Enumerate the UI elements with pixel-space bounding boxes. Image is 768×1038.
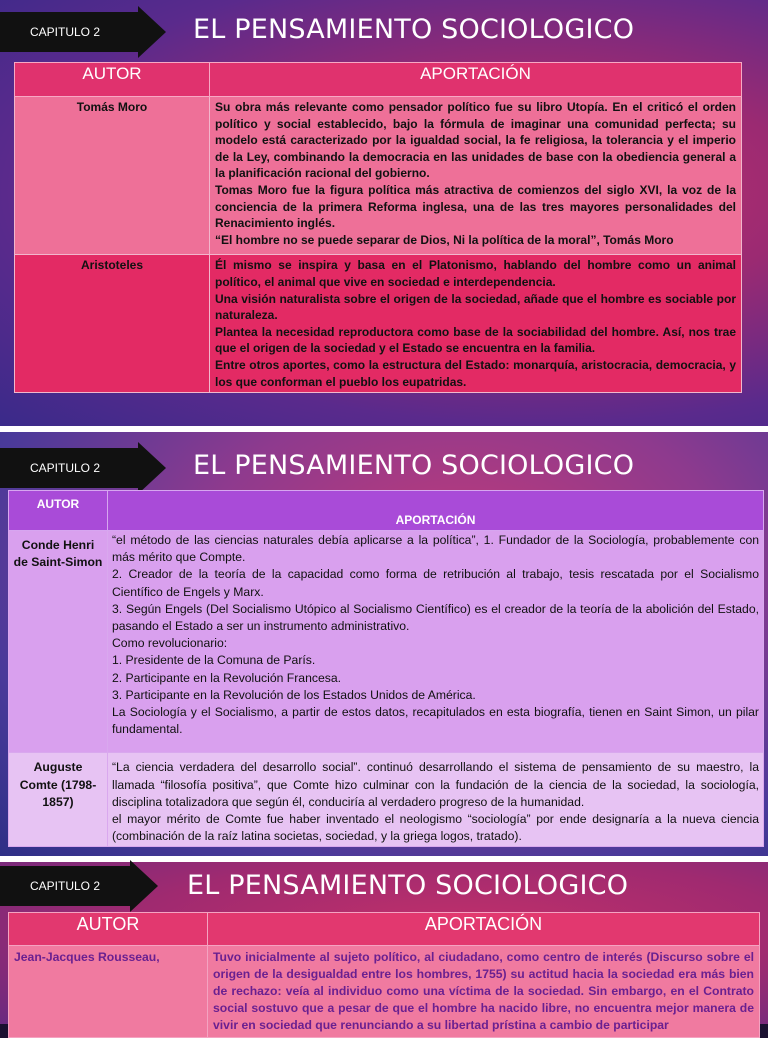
table-row bbox=[15, 255, 742, 393]
slide-title: EL PENSAMIENTO SOCIOLOGICO bbox=[193, 450, 635, 481]
author-cell: Jean-Jacques Rousseau, bbox=[9, 946, 208, 1038]
author-table bbox=[14, 62, 742, 393]
paragraph: 2. Participante en la Revolución Francesa. bbox=[112, 670, 341, 685]
chapter-banner bbox=[0, 866, 130, 906]
chapter-banner bbox=[0, 12, 138, 52]
paragraph: el mayor mérito de Comte fue haber inventado el neologismo “sociología” por ende designaría a la nueva ciencia (combinación de la raíz latina societas, sociedad, y la griega logos, tratado). bbox=[112, 812, 759, 844]
table-row bbox=[9, 946, 760, 1038]
paragraph: “El hombre no se puede separar de Dios, Ni la política de la moral”, Tomás Moro bbox=[215, 232, 674, 247]
author-table bbox=[8, 490, 764, 847]
column-header-contribution: APORTACIÓN bbox=[208, 913, 760, 946]
contribution-cell bbox=[210, 255, 742, 393]
contribution-cell bbox=[208, 946, 760, 1038]
slide-3 bbox=[0, 862, 768, 1032]
paragraph: Tuvo inicialmente al sujeto político, al ciudadano, como centro de interés (Discurso sobre el origen de la desigualdad entre los hombres, 1755) su actitud hacia la sociedad era más bien de rechazo: veía al individuo como una víctima de la sociedad. Sin embargo, en el Contrato social sostuvo que a pesar de que el hombre ha nacido libre, no encuentra mejor manera de vivir en sociedad que renunciando a su libertad prístina a cambio de participar bbox=[213, 950, 754, 1032]
paragraph: 2. Creador de la teoría de la capacidad como forma de retribución al trabajo, tesis rescatada por el Socialismo Científico de Engels y Marx. bbox=[112, 567, 759, 599]
author-cell: Auguste Comte (1798-1857) bbox=[9, 753, 108, 847]
paragraph: Su obra más relevante como pensador político fue su libro Utopía. En el criticó el orden político y social establecido, bajo la fórmula de imaginar una comunidad perfecta; su modelo está caracterizado por la igualdad social, la fe religiosa, la tolerancia y el imperio de la Ley, combinando la democracia en las unidades de base con la obediencia general a la planificación racional del gobierno. bbox=[215, 100, 736, 181]
table-row bbox=[9, 753, 764, 847]
table-row bbox=[9, 531, 764, 753]
paragraph: La Sociología y el Socialismo, a partir de estos datos, recapitulados en esta biografía, tienen en Saint Simon, un pilar fundamental. bbox=[112, 705, 759, 737]
column-header-contribution: APORTACIÓN bbox=[108, 491, 764, 531]
slide-title: EL PENSAMIENTO SOCIOLOGICO bbox=[187, 870, 629, 901]
slide-1 bbox=[0, 0, 768, 426]
column-header-author: AUTOR bbox=[15, 63, 210, 97]
table-row bbox=[15, 97, 742, 255]
slide-title: EL PENSAMIENTO SOCIOLOGICO bbox=[193, 14, 635, 45]
paragraph: Tomas Moro fue la figura política más atractiva de comienzos del siglo XVI, la voz de la conciencia de la primera Reforma inglesa, una de las tres mayores personalidades del Renacimiento inglés. bbox=[215, 182, 736, 231]
banner-arrow-icon bbox=[138, 6, 166, 58]
paragraph: 3. Participante en la Revolución de los Estados Unidos de América. bbox=[112, 687, 476, 702]
author-cell: Aristoteles bbox=[15, 255, 210, 393]
paragraph: Plantea la necesidad reproductora como base de la sociabilidad del hombre. Así, nos trae que el origen de la sociedad y el Estado se encuentra en la familia. bbox=[215, 324, 736, 356]
paragraph: “La ciencia verdadera del desarrollo social”. continuó desarrollando el sistema de pensamiento de su maestro, la llamada “filosofía positiva”, que Comte hizo culminar con la fundación de la ciencia de la sociedad, la sociología, disciplina totalizadora que según él, conduciría al verdadero progreso de la humanidad. bbox=[112, 760, 759, 809]
slide-2 bbox=[0, 432, 768, 856]
banner-arrow-icon bbox=[130, 860, 158, 912]
contribution-cell bbox=[108, 753, 764, 847]
chapter-label: CAPITULO 2 bbox=[29, 879, 101, 893]
paragraph: Como revolucionario: bbox=[112, 636, 228, 651]
paragraph: 1. Presidente de la Comuna de París. bbox=[112, 653, 316, 668]
paragraph: Entre otros aportes, como la estructura del Estado: monarquía, aristocracia, democracia, y los que conforman el pueblo los eupatridas. bbox=[215, 357, 736, 389]
author-table bbox=[8, 912, 760, 1038]
contribution-cell bbox=[108, 531, 764, 753]
column-header-author: AUTOR bbox=[9, 913, 208, 946]
chapter-label: CAPITULO 2 bbox=[29, 461, 101, 475]
paragraph: Él mismo se inspira y basa en el Platonismo, hablando del hombre como un animal político, el animal que vive en sociedad e interdependencia. bbox=[215, 258, 736, 289]
paragraph: 3. Según Engels (Del Socialismo Utópico al Socialismo Científico) es el creador de la teoría de la abolición del Estado, pasando el Estado a ser un instrumento administrativo. bbox=[112, 601, 759, 634]
author-cell: Conde Henri de Saint-Simon bbox=[9, 531, 108, 753]
paragraph: Una visión naturalista sobre el origen de la sociedad, añade que el hombre es sociable por naturaleza. bbox=[215, 291, 736, 323]
contribution-cell bbox=[210, 97, 742, 255]
author-cell: Tomás Moro bbox=[15, 97, 210, 255]
paragraph: “el método de las ciencias naturales debía aplicarse a la política”, 1. Fundador de la Sociología, probablemente con más mérito que Compte. bbox=[112, 533, 759, 565]
banner-arrow-icon bbox=[138, 442, 166, 494]
chapter-label: CAPITULO 2 bbox=[29, 25, 101, 39]
column-header-contribution: APORTACIÓN bbox=[210, 63, 742, 97]
column-header-author: AUTOR bbox=[9, 491, 108, 531]
chapter-banner bbox=[0, 448, 138, 488]
